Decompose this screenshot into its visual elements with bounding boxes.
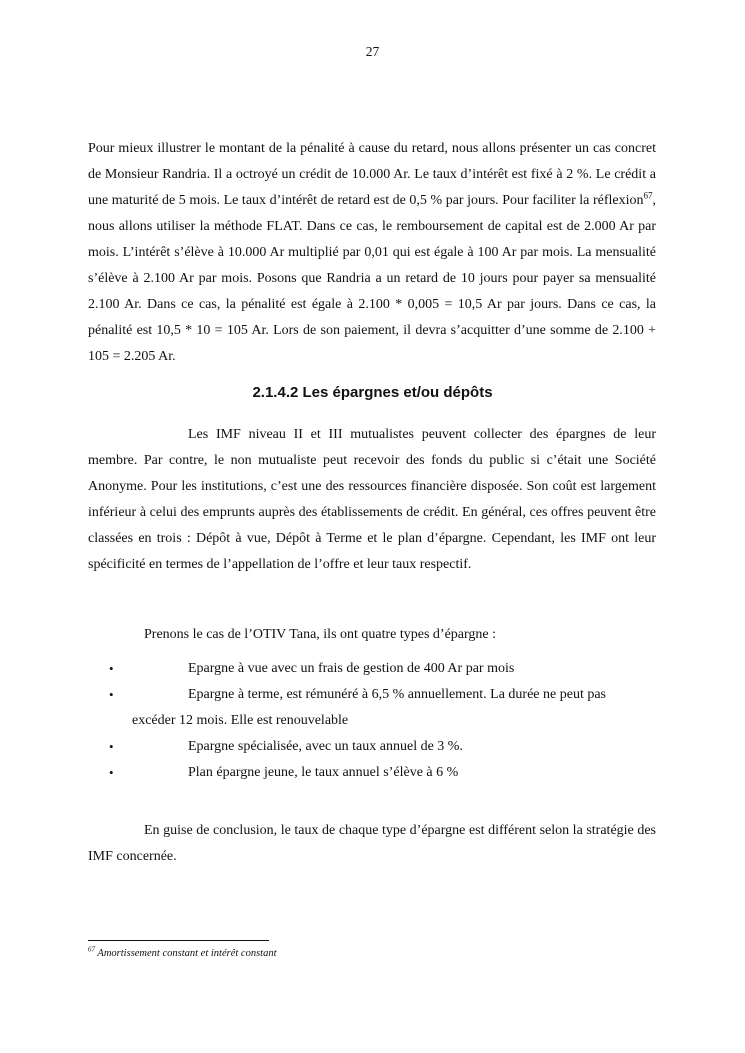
list-item-text: Plan épargne jeune, le taux annuel s’élève à 6 % xyxy=(188,765,459,780)
paragraph-penalty-example xyxy=(88,136,656,370)
footnote-number: 67 xyxy=(88,945,95,954)
list-item xyxy=(88,656,656,682)
bullet-icon: • xyxy=(109,661,114,676)
paragraph-1-after-ref: , nous allons utiliser la méthode FLAT. Dans ce cas, le remboursement de capital est de 2.000 Ar par mois. L’intérêt s’élève à 10.000 Ar multiplié par 0,01 qui est égale à 100 Ar par mois. La mensualité s’élève à 2.100 Ar par mois. Posons que Randria a un retard de 10 jours pour payer sa mensualité 2.100 Ar. Dans ce cas, la pénalité est égale à 2.100 * 0,005 = 10,5 Ar par jours. Dans ce cas, la pénalité est 10,5 * 10 = 105 Ar. Lors de son paiement, il devra s’acquitter d’une somme de 2.100 + 105 = 2.205 Ar. xyxy=(88,193,656,364)
list-item-text: Epargne à terme, est rémunéré à 6,5 % annuellement. La durée ne peut pas xyxy=(188,687,607,702)
bullet-icon: • xyxy=(109,687,114,702)
page-number: 27 xyxy=(365,44,380,59)
paragraph-otiv-intro: Prenons le cas de l’OTIV Tana, ils ont quatre types d’épargne : xyxy=(144,627,497,642)
paragraph-1-before-ref: Pour mieux illustrer le montant de la pénalité à cause du retard, nous allons présenter un cas concret de Monsieur Randria. Il a octroyé un crédit de 10.000 Ar. Le taux d’intérêt est fixé à 2 %. Le crédit a une maturité de 5 mois. Le taux d’intérêt de retard est de 0,5 % par jours. Pour faciliter la réflexion xyxy=(88,141,656,208)
footnote xyxy=(88,945,277,959)
footnote-text: Amortissement constant et intérêt constant xyxy=(95,948,277,959)
list-item-text: Epargne spécialisée, avec un taux annuel de 3 %. xyxy=(188,739,463,754)
list-item-continuation: excéder 12 mois. Elle est renouvelable xyxy=(132,713,349,728)
epargne-types-list xyxy=(88,656,656,786)
paragraph-conclusion xyxy=(88,818,656,870)
paragraph-epargnes xyxy=(88,422,656,578)
footnote-reference[interactable]: 67 xyxy=(643,190,653,201)
paragraph-4-text: En guise de conclusion, le taux de chaque type d’épargne est différent selon la stratégie des IMF concernée. xyxy=(88,823,656,864)
footnote-separator xyxy=(88,940,269,941)
paragraph-2-text: Les IMF niveau II et III mutualistes peuvent collecter des épargnes de leur membre. Par contre, le non mutualiste peut recevoir des fonds du public si c’était une Société Anonyme. Pour les institutions, c’est une des ressources financière disposée. Son coût est largement inférieur à celui des emprunts auprès des établissements de crédit. En général, ces offres peuvent être classées en trois : Dépôt à vue, Dépôt à Terme et le plan d’épargne. Cependant, les IMF ont leur spécificité en termes de l’appellation de l’offre et leur taux respectif. xyxy=(88,427,656,572)
bullet-icon: • xyxy=(109,765,114,780)
bullet-icon: • xyxy=(109,739,114,754)
list-item xyxy=(88,734,656,760)
list-item-text: Epargne à vue avec un frais de gestion de 400 Ar par mois xyxy=(188,661,515,676)
section-heading: 2.1.4.2 Les épargnes et/ou dépôts xyxy=(252,384,493,401)
list-item xyxy=(88,760,656,786)
list-item xyxy=(88,682,656,734)
